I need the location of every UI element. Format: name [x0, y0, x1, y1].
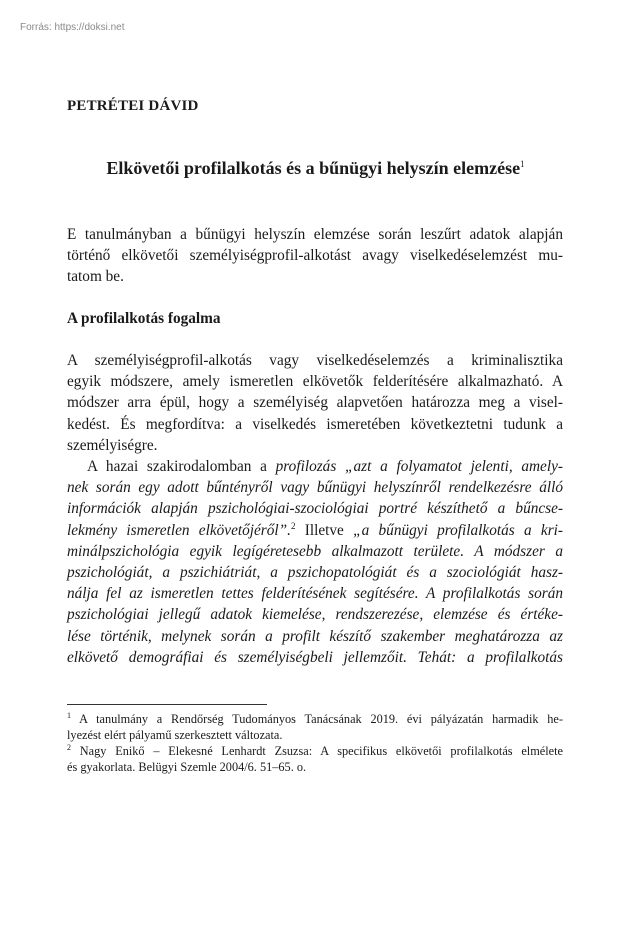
paragraph-line: egyik módszere, amely ismeretlen elkövetők felderítésére alkalmazható. A [67, 373, 563, 391]
intro-line: történő elkövetői személyiségprofil-alkotást avagy viselkedéselemzést mu- [67, 247, 563, 265]
footnote-line [67, 712, 563, 728]
paragraph-line [67, 456, 563, 477]
footnote-line: lyezést elért pályamű szerkesztett változata. [67, 727, 283, 742]
title-footnote-ref[interactable]: 1 [520, 159, 525, 169]
quote-text: „a bűnügyi profilalkotás a kri- [353, 521, 563, 539]
footnote-text: A tanulmány a Rendőrség Tudományos Tanácsának 2019. évi pályázatán harmadik he- [79, 712, 563, 726]
quote-line: információk alapján pszichológiai-szociológiai portré készíthető a bűncse- [67, 500, 563, 518]
source-url: Forrás: https://doksi.net [20, 22, 125, 33]
section-heading: A profilalkotás fogalma [67, 310, 221, 327]
quote-line: pszichológiát, a pszichiátriát, a pszichopatológiát és a szociológiát hasz- [67, 563, 563, 581]
footnote-number: 2 [67, 742, 71, 752]
footnote-line [67, 744, 563, 760]
article-title [0, 158, 631, 179]
quote-text: profilozás „azt a folyamatot jelenti, amely- [275, 458, 563, 475]
intro-paragraph [67, 224, 563, 288]
footnote-1 [67, 712, 563, 744]
author-name: PETRÉTEI DÁVID [67, 98, 199, 114]
quote-line: pszichológiai jellegű adatok kiemelése, rendszerezése, elemzése és értéke- [67, 606, 563, 624]
intro-line: tatom be. [67, 268, 124, 286]
quote-line: nálja fel az ismeretlen tettes felderítésének segítésére. A profilalkotás során [67, 585, 563, 603]
paragraph-1 [67, 350, 563, 456]
paragraph-2 [67, 456, 563, 668]
quote-line: minálpszichológia egyik legígéretesebb alkalmazott területe. A módszer a [67, 542, 563, 560]
paragraph-line: A személyiségprofil-alkotás vagy viselkedéselemzés a kriminalisztika [67, 352, 563, 369]
footnote-number: 1 [67, 710, 71, 720]
quote-line: elkövető demográfiai és személyiségbeli jellemzőit. Tehát: a profilalkotás [67, 648, 563, 666]
paragraph-line: módszer arra épül, hogy a személyiség alapvetően határozza meg a visel- [67, 394, 563, 412]
footnote-ref[interactable]: 2 [290, 520, 296, 531]
footnote-text: Nagy Enikő – Elekesné Lenhardt Zsuzsa: A specifikus elkövetői profilalkotás elmélete [79, 744, 563, 758]
quote-line: lése történik, melynek során a profilt készítő szakember meghatározza az [67, 627, 563, 645]
quote-text: lekmény ismeretlen elkövetőjéről”. [67, 521, 291, 539]
quote-line: nek során egy adott bűntényről vagy bűnügyi helyszínről rendelkezésre álló [67, 479, 563, 497]
footnote-2 [67, 744, 563, 776]
text-normal: Illetve [295, 521, 354, 539]
footnote-divider [67, 704, 267, 705]
title-text: Elkövetői profilalkotás és a bűnügyi helyszín elemzése [106, 158, 521, 178]
paragraph-line: személyiségre. [67, 436, 158, 454]
footnote-line: és gyakorlata. Belügyi Szemle 2004/6. 51–65. o. [67, 759, 307, 774]
intro-line: E tanulmányban a bűnügyi helyszín elemzése során leszűrt adatok alapján [67, 226, 563, 243]
paragraph-line [67, 520, 563, 541]
paragraph-line: kedést. És megfordítva: a viselkedés ismeretében következtetni tudunk a [67, 415, 563, 433]
text-normal: A hazai szakirodalomban a [87, 458, 276, 475]
